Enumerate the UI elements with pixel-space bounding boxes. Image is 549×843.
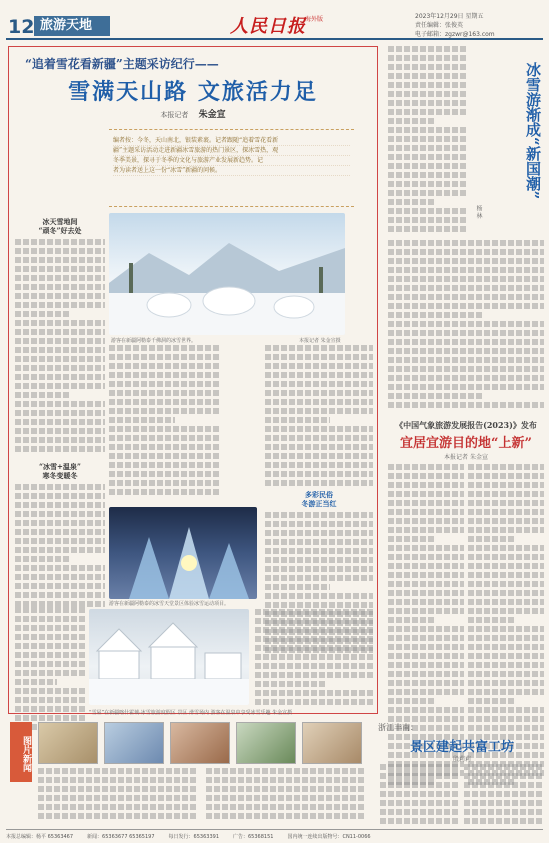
- text-line: [109, 417, 175, 423]
- footer-item: 每日发行：65363391: [168, 834, 219, 840]
- text-line: [468, 626, 544, 632]
- feature-byline: [9, 107, 377, 120]
- col1-subhead-line: “顽冬”好去处: [38, 226, 82, 235]
- text-line: [265, 584, 330, 590]
- text-line: [15, 329, 105, 335]
- masthead-logo: 人民日报: [230, 16, 306, 37]
- text-line: [15, 520, 105, 526]
- text-line: [388, 393, 482, 399]
- text-line: [388, 357, 544, 363]
- feature-title: 雪满天山路 文旅活力足: [68, 79, 318, 105]
- photo1-caption: 游客在新疆阿勒泰千佛洞的冰雪世界。: [111, 338, 197, 344]
- text-line: [388, 190, 468, 196]
- text-line: [15, 401, 105, 407]
- text-line: [468, 698, 514, 704]
- photo-art-3: [89, 609, 249, 705]
- text-line: [388, 473, 464, 479]
- text-line: [388, 572, 464, 578]
- section-byline: 殷莉莉: [452, 756, 471, 763]
- text-line: [388, 258, 544, 264]
- text-line: [15, 338, 105, 344]
- text-line: [265, 399, 373, 405]
- text-line: [15, 529, 105, 535]
- text-line: [15, 347, 105, 353]
- text-line: [109, 426, 219, 432]
- text-line: [464, 800, 544, 806]
- text-line: [388, 249, 544, 255]
- text-line: [38, 795, 198, 801]
- text-line: [468, 500, 544, 506]
- photo-news-text-2: [206, 768, 366, 822]
- text-line: [15, 257, 105, 263]
- col1-subhead-2: [15, 462, 105, 480]
- text-line: [265, 566, 373, 572]
- text-line: [468, 563, 544, 569]
- text-line: [468, 635, 544, 641]
- text-line: [388, 276, 544, 282]
- text-line: [265, 462, 373, 468]
- text-line: [255, 627, 373, 633]
- section-location: 浙江丰南：: [378, 723, 418, 732]
- text-line: [388, 680, 464, 686]
- text-line: [468, 482, 544, 488]
- text-line: [15, 661, 85, 667]
- section-title: 景区建起共富工坊: [409, 740, 514, 755]
- text-line: [15, 446, 105, 452]
- text-line: [468, 617, 514, 623]
- text-line: [380, 782, 460, 788]
- text-line: [15, 706, 85, 712]
- text-line: [265, 363, 373, 369]
- text-line: [468, 644, 544, 650]
- text-line: [380, 818, 460, 824]
- text-line: [388, 109, 468, 115]
- page-footer: [6, 829, 543, 840]
- text-line: [265, 435, 373, 441]
- issue-date: 2023年12月29日 星期五: [415, 13, 484, 20]
- text-line: [468, 518, 544, 524]
- text-line: [255, 672, 373, 678]
- text-line: [464, 764, 544, 770]
- text-line: [388, 563, 464, 569]
- text-line: [15, 484, 105, 490]
- text-line: [380, 809, 460, 815]
- text-line: [15, 643, 85, 649]
- text-line: [388, 46, 468, 52]
- text-line: [388, 581, 464, 587]
- text-line: [109, 372, 219, 378]
- col1-subhead-line: 冰天雪地间: [42, 217, 78, 226]
- text-line: [388, 671, 464, 677]
- text-line: [388, 199, 436, 205]
- text-line: [265, 471, 373, 477]
- text-line: [468, 509, 544, 515]
- text-line: [388, 226, 468, 232]
- text-line: [265, 381, 373, 387]
- text-line: [15, 574, 105, 580]
- text-line: [388, 172, 468, 178]
- text-line: [388, 527, 464, 533]
- text-line: [15, 670, 85, 676]
- email-line: 电子邮箱：zgzwr@163.com: [415, 31, 495, 38]
- masthead-subtitle: 海外版: [305, 16, 324, 23]
- text-line: [388, 127, 468, 133]
- text-line: [15, 679, 57, 685]
- text-line: [468, 716, 544, 722]
- text-line: [388, 536, 434, 542]
- column-name: 旅游天地: [34, 16, 110, 36]
- text-line: [265, 530, 373, 536]
- text-line: [388, 662, 464, 668]
- text-line: [15, 583, 105, 589]
- article-column-3-bottom: [255, 609, 373, 708]
- text-line: [388, 267, 544, 273]
- text-line: [255, 618, 373, 624]
- text-line: [109, 471, 219, 477]
- text-line: [388, 545, 464, 551]
- text-line: [109, 453, 219, 459]
- article-column-1: [15, 213, 105, 610]
- text-line: [265, 426, 373, 432]
- text-line: [38, 786, 198, 792]
- report-byline: 本报记者 朱金宣: [444, 454, 488, 461]
- text-line: [15, 419, 105, 425]
- text-line: [15, 383, 105, 389]
- text-line: [206, 813, 366, 819]
- text-line: [388, 366, 544, 372]
- text-line: [206, 804, 366, 810]
- photo-news-tag: 图片新闻: [10, 722, 32, 782]
- text-line: [388, 626, 464, 632]
- text-line: [15, 565, 105, 571]
- col1-subhead-2-line: 寒冬变暖冬: [42, 471, 78, 480]
- text-line: [388, 689, 464, 695]
- text-line: [464, 791, 544, 797]
- text-line: [15, 652, 85, 658]
- text-line: [468, 536, 514, 542]
- text-line: [109, 399, 219, 405]
- sidebar-byline: 杨 林: [475, 205, 482, 219]
- book-photo-3: [170, 722, 230, 764]
- text-line: [15, 410, 105, 416]
- photo1-credit: 本报记者 朱金宣摄: [299, 338, 341, 344]
- report-label: 《中国气象旅游发展报告(2023)》发布: [395, 420, 537, 430]
- text-line: [109, 345, 219, 351]
- text-line: [255, 654, 373, 660]
- col3-subhead: [265, 490, 373, 508]
- book-photo-1: [38, 722, 98, 764]
- text-line: [265, 345, 373, 351]
- text-line: [388, 91, 468, 97]
- text-line: [15, 688, 85, 694]
- text-line: [265, 372, 373, 378]
- text-line: [468, 599, 544, 605]
- text-line: [464, 782, 544, 788]
- text-line: [15, 538, 105, 544]
- sidebar-text-col-2: [388, 240, 544, 411]
- text-line: [468, 491, 544, 497]
- text-line: [468, 671, 544, 677]
- text-line: [15, 356, 105, 362]
- text-line: [255, 699, 373, 705]
- text-line: [15, 592, 105, 598]
- text-line: [15, 556, 69, 562]
- text-line: [388, 644, 464, 650]
- text-line: [265, 521, 373, 527]
- text-line: [15, 625, 85, 631]
- text-line: [15, 311, 69, 317]
- text-line: [15, 511, 105, 517]
- text-line: [388, 348, 544, 354]
- photo3-caption: “雪屋”在新疆喀什霍城·冰雪旅游度假区 景区 滑雪场内 游客在温泉中享受冰雪乐趣 朱金宣摄: [89, 710, 293, 716]
- text-line: [388, 321, 544, 327]
- text-line: [15, 634, 85, 640]
- text-line: [388, 482, 464, 488]
- text-line: [380, 800, 460, 806]
- text-line: [468, 473, 544, 479]
- text-line: [15, 616, 85, 622]
- text-line: [388, 285, 544, 291]
- text-line: [388, 518, 464, 524]
- text-line: [388, 100, 468, 106]
- text-line: [388, 294, 544, 300]
- byline-label: 本报记者: [160, 111, 189, 119]
- page-header: [0, 0, 549, 42]
- text-line: [468, 581, 544, 587]
- text-line: [388, 464, 464, 470]
- text-line: [464, 773, 544, 779]
- text-line: [15, 284, 105, 290]
- byline-name: 朱金宣: [198, 110, 226, 120]
- text-line: [388, 384, 544, 390]
- text-line: [15, 697, 85, 703]
- text-line: [38, 813, 198, 819]
- text-line: [15, 502, 105, 508]
- text-line: [468, 464, 544, 470]
- col3-subhead-line: 多彩民俗: [305, 490, 333, 499]
- editor-note-line: 者为读者送上这一份“冰雪”新疆的问候。: [113, 166, 350, 176]
- article-column-1-bottom: [15, 607, 85, 733]
- text-line: [468, 590, 544, 596]
- text-line: [388, 617, 434, 623]
- text-line: [109, 489, 219, 495]
- text-line: [109, 381, 219, 387]
- text-line: [388, 599, 464, 605]
- text-line: [38, 768, 198, 774]
- text-line: [255, 609, 373, 615]
- text-line: [255, 663, 373, 669]
- text-line: [388, 509, 464, 515]
- editor-note-line: 疆”主题采访活动走进新疆冰雪旅游的热门景区，探冰雪热，观: [113, 146, 350, 156]
- text-line: [15, 493, 105, 499]
- footer-item: 广告：65368151: [233, 834, 274, 840]
- text-line: [265, 602, 373, 608]
- editor-line: 责任编辑：张俊英: [415, 22, 464, 29]
- text-line: [388, 707, 464, 713]
- text-line: [265, 417, 330, 423]
- text-line: [388, 339, 544, 345]
- editor-note-line: 编者按：今冬，天山南北，银装素裹。记者跟随“追着雪花看新: [113, 136, 350, 146]
- book-photo-2: [104, 722, 164, 764]
- text-line: [38, 777, 198, 783]
- text-line: [15, 547, 105, 553]
- text-line: [255, 645, 373, 651]
- text-line: [388, 491, 464, 497]
- text-line: [109, 462, 219, 468]
- text-line: [109, 444, 219, 450]
- col1-subhead-2-line: “冰雪+温泉”: [39, 462, 81, 471]
- text-line: [255, 690, 373, 696]
- sidebar-title: 冰雪游渐成“新国潮”: [524, 62, 542, 200]
- text-line: [388, 118, 436, 124]
- text-line: [388, 181, 468, 187]
- text-line: [15, 320, 105, 326]
- text-line: [38, 804, 198, 810]
- text-line: [388, 208, 468, 214]
- text-line: [388, 136, 468, 142]
- text-line: [468, 662, 544, 668]
- photo-snow-houses: [89, 609, 249, 705]
- text-line: [265, 557, 373, 563]
- col1-subhead: [15, 217, 105, 235]
- text-line: [265, 444, 373, 450]
- text-line: [15, 293, 105, 299]
- text-line: [15, 266, 105, 272]
- photo2-caption: 游客在新疆阿勒泰的冰雪天堂景区体验冰雪运动项目。: [109, 601, 230, 607]
- text-line: [109, 354, 219, 360]
- photo-news-text-1: [38, 768, 198, 822]
- text-line: [15, 239, 105, 245]
- text-line: [388, 64, 468, 70]
- text-line: [109, 363, 219, 369]
- text-line: [388, 154, 468, 160]
- text-line: [15, 365, 105, 371]
- text-line: [388, 402, 544, 408]
- text-line: [109, 408, 219, 414]
- text-line: [388, 635, 464, 641]
- photo-art-2: [109, 507, 257, 599]
- feature-kicker: “追着雪花看新疆”主题采访纪行——: [25, 57, 219, 71]
- text-line: [388, 145, 468, 151]
- text-line: [468, 689, 544, 695]
- text-line: [388, 163, 468, 169]
- text-line: [206, 777, 366, 783]
- col3-subhead-line: 冬游正当红: [301, 499, 337, 508]
- text-line: [109, 435, 219, 441]
- text-line: [15, 248, 105, 254]
- text-line: [388, 375, 544, 381]
- feature-article: [8, 46, 378, 714]
- text-line: [464, 809, 544, 815]
- text-line: [255, 681, 326, 687]
- text-line: [265, 539, 373, 545]
- text-line: [468, 545, 544, 551]
- text-line: [15, 715, 85, 721]
- text-line: [388, 73, 468, 79]
- text-line: [464, 818, 544, 824]
- text-line: [15, 302, 105, 308]
- text-line: [265, 453, 373, 459]
- text-line: [388, 554, 464, 560]
- text-line: [380, 791, 460, 797]
- photo-ice-lights: [109, 507, 257, 599]
- text-line: [468, 608, 544, 614]
- text-line: [388, 608, 464, 614]
- text-line: [15, 428, 105, 434]
- text-line: [265, 512, 373, 518]
- text-line: [265, 575, 373, 581]
- text-line: [388, 240, 544, 246]
- editor-note-line: 冬季美景，探寻于冬季的文化与旅游产业发展新趋势。记: [113, 156, 350, 166]
- photo-art: [109, 213, 345, 335]
- text-line: [468, 554, 544, 560]
- text-line: [255, 636, 373, 642]
- footer-item: 国内统一连续出版物号：CN11-0066: [287, 834, 371, 840]
- text-line: [468, 572, 544, 578]
- book-photo-5: [302, 722, 362, 764]
- text-line: [15, 374, 105, 380]
- section-text-col-1: [380, 764, 460, 827]
- editor-note: [109, 129, 354, 207]
- text-line: [388, 217, 468, 223]
- text-line: [206, 786, 366, 792]
- text-line: [265, 390, 373, 396]
- text-line: [15, 275, 105, 281]
- text-line: [15, 437, 105, 443]
- text-line: [388, 698, 434, 704]
- text-line: [468, 527, 544, 533]
- article-column-2: [109, 345, 219, 498]
- text-line: [265, 548, 373, 554]
- text-line: [468, 680, 544, 686]
- text-line: [388, 330, 544, 336]
- text-line: [206, 795, 366, 801]
- text-line: [265, 480, 373, 486]
- text-line: [388, 500, 464, 506]
- text-line: [380, 764, 460, 770]
- text-line: [468, 653, 544, 659]
- text-line: [388, 590, 464, 596]
- page-number: 12: [8, 16, 35, 38]
- text-line: [388, 303, 544, 309]
- text-line: [265, 408, 373, 414]
- text-line: [468, 707, 544, 713]
- section-text-col-2: [464, 764, 544, 827]
- text-line: [265, 593, 373, 599]
- text-line: [380, 773, 460, 779]
- text-line: [109, 480, 219, 486]
- header-meta: [415, 12, 495, 39]
- text-line: [265, 354, 373, 360]
- header-rule: [6, 38, 543, 40]
- text-line: [109, 390, 219, 396]
- text-line: [388, 312, 482, 318]
- text-line: [15, 392, 69, 398]
- text-line: [15, 607, 85, 613]
- footer-item: 本报总编辑：杨平 65363467: [6, 834, 74, 840]
- text-line: [206, 768, 366, 774]
- photo-snow-igloos: [109, 213, 345, 335]
- book-photo-4: [236, 722, 296, 764]
- text-line: [388, 653, 464, 659]
- text-line: [388, 82, 468, 88]
- text-line: [468, 725, 544, 731]
- sidebar-text-col-1: [388, 46, 468, 235]
- footer-item: 新闻：65363677 65365197: [87, 834, 155, 840]
- report-title: 宜居宜游目的地“上新”: [400, 436, 532, 451]
- text-line: [388, 55, 468, 61]
